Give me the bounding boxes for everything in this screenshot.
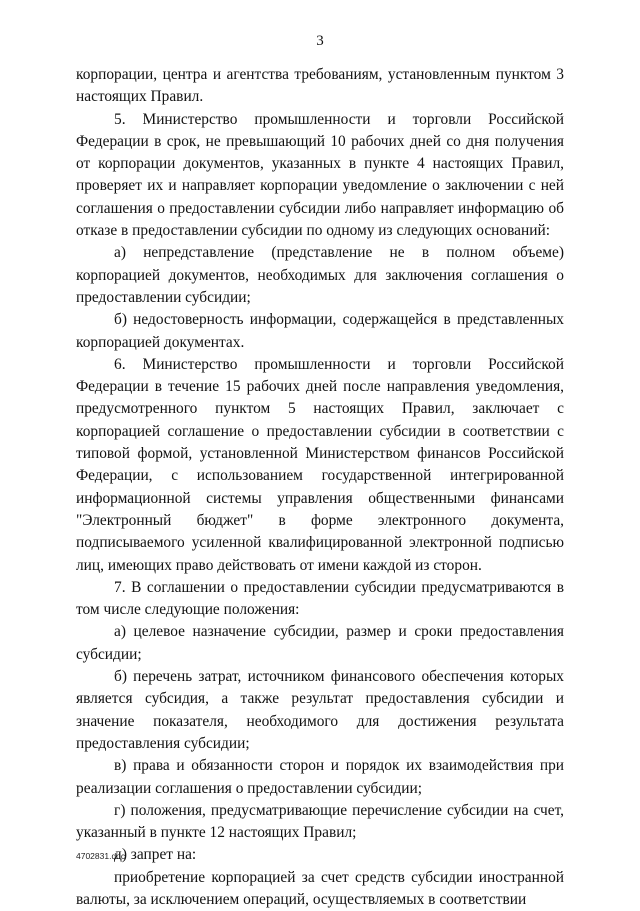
footer-filename: 4702831.doc xyxy=(76,851,126,861)
paragraph: д) запрет на: xyxy=(114,846,197,864)
paragraph: 7. В соглашении о предоставлении субсидии предусматриваются в том числе следующие положения: xyxy=(76,578,564,619)
paragraph: б) недостоверность информации, содержащейся в представленных корпорацией документах. xyxy=(76,311,564,351)
paragraph: б) перечень затрат, источником финансового обеспечения которых является субсидия, а также результат предоставления субсидии и значение показателя, необходимого для достижения результата предоставления субсидии; xyxy=(76,668,564,752)
document-body xyxy=(76,64,564,911)
paragraph: 6. Министерство промышленности и торговли Российской Федерации в течение 15 рабочих дней после направления уведомления, предусмотренного пунктом 5 настоящих Правил, заключает с корпорацией соглашение о предоставлении субсидии в соответствии с типовой формой, установленной Министерством финансов Российской Федерации, с использованием государственной интегрированной информационной системы управления общественными финансами "Электронный бюджет" в форме электронного документа, подписываемого усиленной квалифицированной электронной подписью лиц, имеющих право действовать от имени каждой из сторон. xyxy=(76,355,564,574)
paragraph: в) права и обязанности сторон и порядок их взаимодействия при реализации соглашения о предоставлении субсидии; xyxy=(76,757,564,797)
page-number: 3 xyxy=(316,33,324,49)
paragraph: г) положения, предусматривающие перечисление субсидии на счет, указанный в пункте 12 настоящих Правил; xyxy=(76,801,564,842)
paragraph: корпорации, центра и агентства требованиям, установленным пунктом 3 настоящих Правил. xyxy=(76,66,564,106)
paragraph: а) непредставление (представление не в полном объеме) корпорацией документов, необходимых для заключения соглашения о предоставлении субсидии; xyxy=(76,244,564,306)
paragraph: а) целевое назначение субсидии, размер и сроки предоставления субсидии; xyxy=(76,623,564,663)
paragraph: 5. Министерство промышленности и торговли Российской Федерации в срок, не превышающий 10 рабочих дней со дня получения от корпорации документов, указанных в пункте 4 настоящих Правил, проверяет их и направляет корпорации уведомление о заключении с ней соглашения о предоставлении субсидии либо направляет информацию об отказе в предоставлении субсидии по одному из следующих оснований: xyxy=(76,110,564,240)
paragraph: приобретение корпорацией за счет средств субсидии иностранной валюты, за исключением операций, осуществляемых в соответствии xyxy=(76,868,564,908)
